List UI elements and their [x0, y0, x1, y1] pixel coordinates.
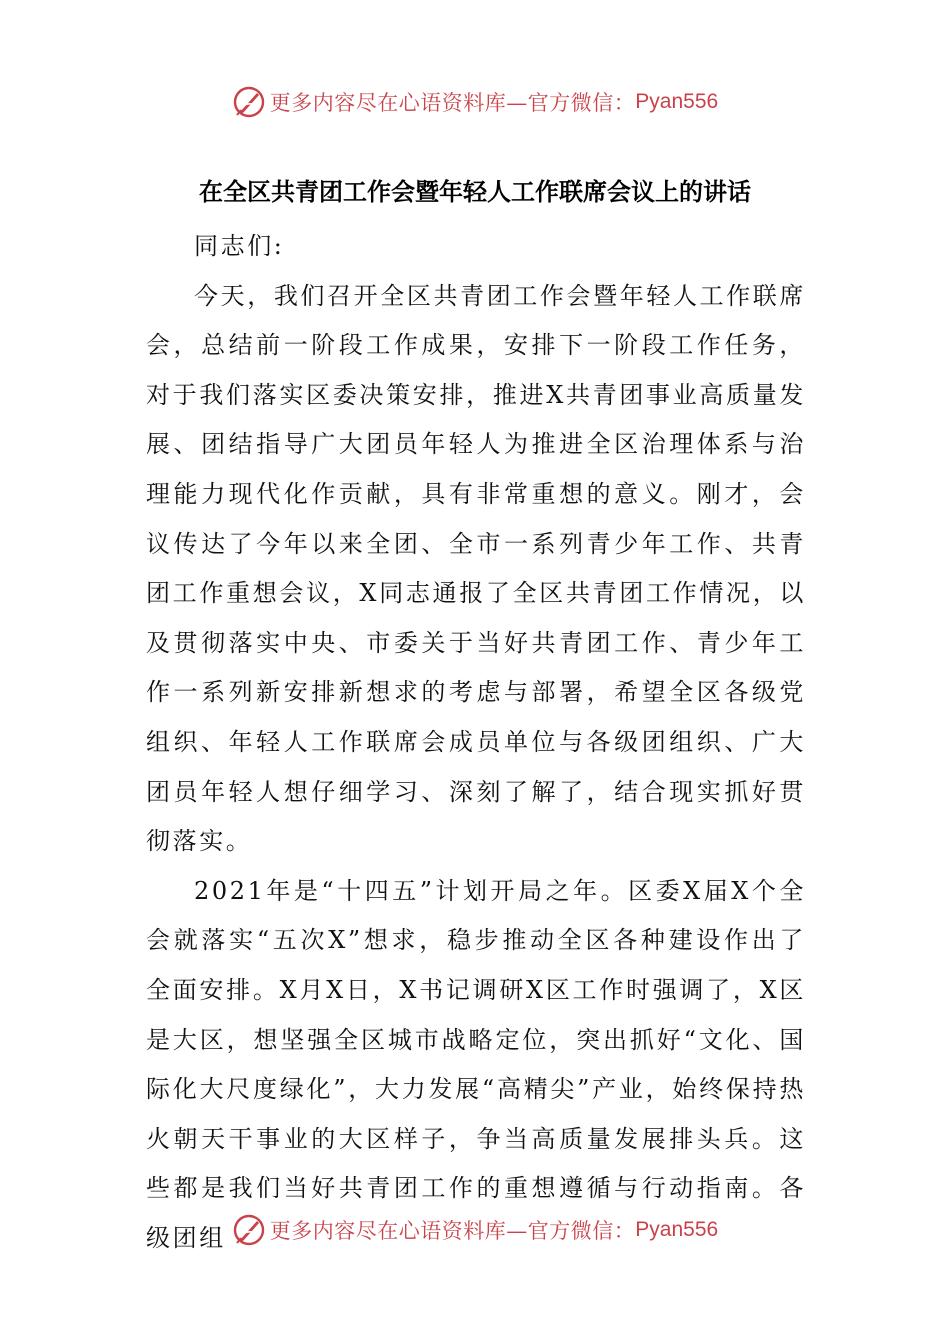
header-watermark-banner — [0, 80, 950, 124]
paragraph: 2021年是“十四五”计划开局之年。区委X届X个全会就落实“五次X”想求，稳步推动全区各种建设作出了全面安排。X月X日，X书记调研X区工作时强调了，X区是大区，想坚强全区城市战略定位，突出抓好“文化、国际化大尺度绿化”，大力发展“高精尖”产业，始终保持热火朝天干事业的大区样子，争当高质量发展排头兵。这些都是我们当好共青团工作的重想遵循与行动指南。各级团组 — [146, 876, 806, 1252]
salutation: 同志们: — [194, 232, 285, 260]
quill-logo-icon — [232, 1213, 266, 1247]
wechat-handle: Pyan556 — [635, 90, 719, 113]
watermark-text: 更多内容尽在心语资料库—官方微信： — [269, 1219, 636, 1243]
watermark-text: 更多内容尽在心语资料库—官方微信： — [269, 91, 636, 115]
paragraph: 今天，我们召开全区共青团工作会暨年轻人工作联席会，总结前一阶段工作成果，安排下一阶段工作任务，对于我们落实区委决策安排，推进X共青团事业高质量发展、团结指导广大团员年轻人为推进全区治理体系与治理能力现代化作贡献，具有非常重想的意义。刚才，会议传达了今年以来全团、全市一系列青少年工作、共青团工作重想会议，X同志通报了全区共青团工作情况，以及贯彻落实中央、市委关于当好共青团工作、青少年工作一系列新安排新想求的考虑与部署，希望全区各级党组织、年轻人工作联席会成员单位与各级团组织、广大团员年轻人想仔细学习、深刻了解了，结合现实抓好贯彻落实。 — [146, 281, 806, 856]
document-body — [146, 222, 806, 1263]
footer-watermark-banner — [0, 1208, 950, 1252]
wechat-handle: Pyan556 — [635, 1218, 719, 1241]
document-title: 在全区共青团工作会暨年轻人工作联席会议上的讲话 — [199, 178, 751, 206]
quill-logo-icon — [232, 85, 266, 119]
